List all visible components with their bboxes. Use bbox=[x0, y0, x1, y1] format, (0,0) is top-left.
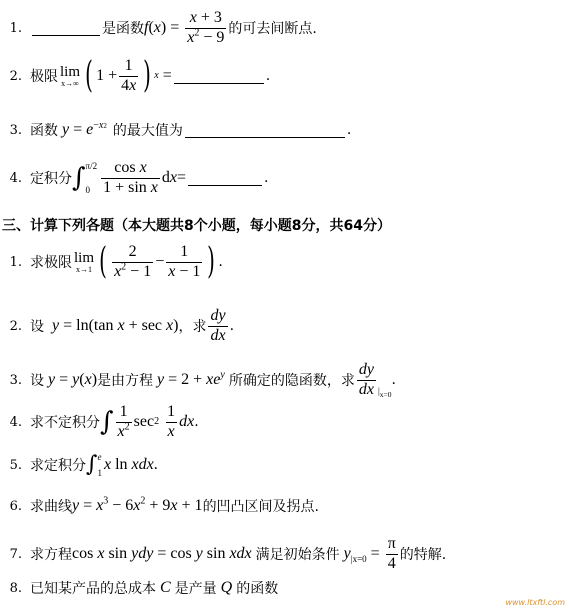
question-text: 设 bbox=[30, 319, 44, 336]
question-number: 3. bbox=[9, 372, 22, 388]
math-expression: $\frac{dy}{dx}$ bbox=[210, 307, 226, 344]
math-expression: $\frac{dy}{dx}$ $_{|_{x=0}}$ bbox=[358, 361, 392, 399]
answer-blank bbox=[188, 171, 262, 186]
math-expression: $y = e^{-x2}$ bbox=[62, 119, 107, 138]
question-number: 2. bbox=[9, 318, 22, 334]
question-text: . bbox=[391, 372, 396, 389]
question-text: 函数 bbox=[30, 123, 58, 139]
question-text: ，求 bbox=[178, 319, 207, 336]
question-number: 6. bbox=[9, 498, 22, 514]
question-text: 定积分 bbox=[30, 171, 72, 188]
problem-3 bbox=[8, 362, 396, 399]
question-number: 2. bbox=[9, 68, 22, 84]
question-2 bbox=[8, 55, 271, 97]
question-number: 5. bbox=[9, 457, 22, 473]
math-expression: f(x) = $\frac{x + 3}{x^2 - 9}$ bbox=[144, 9, 225, 46]
question-text: 已知某产品的总成本 bbox=[30, 581, 156, 597]
math-expression: $y = 2 + xe^y$ bbox=[157, 370, 225, 389]
question-number: 8. bbox=[9, 580, 22, 596]
watermark: www.ltxftl.com bbox=[505, 598, 565, 607]
problem-7 bbox=[8, 536, 446, 573]
question-text: . bbox=[194, 414, 199, 431]
question-text: 求曲线 bbox=[30, 499, 72, 515]
math-expression: ∫ π/2 0 $\frac{\text{cos x}}{\text{1 + sin x}}$ d x = bbox=[72, 159, 187, 196]
question-text: 极限 bbox=[30, 69, 58, 86]
question-text: 的最大值为 bbox=[112, 123, 183, 139]
math-expression: cos x sin ydy = cos y sin xdx bbox=[72, 545, 252, 563]
answer-blank bbox=[174, 69, 264, 84]
question-1 bbox=[8, 10, 317, 47]
question-number: 3. bbox=[9, 122, 22, 138]
question-text: 是产量 bbox=[174, 581, 217, 597]
math-expression: y = y(x) bbox=[48, 371, 98, 389]
question-number: 4. bbox=[9, 170, 22, 186]
math-expression: ∫ e 1 x ln xdx . bbox=[86, 452, 158, 478]
question-number: 7. bbox=[9, 546, 22, 562]
math-variable: Q bbox=[216, 579, 237, 596]
question-text: 求不定积分 bbox=[30, 415, 100, 432]
answer-blank bbox=[185, 123, 345, 138]
math-expression: lim x→1 ( $\frac{2}{x^2 - 1}$ − $\frac{1}{x - 1}$ ) bbox=[74, 241, 216, 283]
problem-6 bbox=[8, 496, 319, 516]
math-expression: ∫ $\frac{1}{x^2}$ sec 2 $\frac{1}{x}$ dx bbox=[100, 403, 195, 440]
problem-2 bbox=[8, 308, 234, 345]
problem-1 bbox=[8, 241, 223, 283]
question-text: 设 bbox=[30, 373, 44, 390]
question-text: . bbox=[218, 254, 223, 271]
math-expression: lim x→∞ ( 1 + $\frac{1}{4x}$ ) x = bbox=[60, 55, 172, 97]
problem-5 bbox=[8, 452, 158, 478]
math-variable: C bbox=[156, 579, 175, 596]
question-number: 1. bbox=[9, 254, 22, 270]
math-expression: y = ln(tan x + sec x) bbox=[52, 317, 179, 335]
question-text: 求定积分 bbox=[30, 458, 86, 474]
question-text: . bbox=[265, 68, 271, 85]
question-text: 的可去间断点. bbox=[228, 21, 317, 38]
question-text: 是由方程 bbox=[97, 373, 154, 390]
question-4 bbox=[8, 160, 269, 197]
question-text: 是函数 bbox=[102, 21, 144, 38]
problem-8 bbox=[8, 578, 278, 598]
question-text: . bbox=[346, 122, 352, 138]
question-text: 所确定的隐函数，求 bbox=[228, 373, 355, 390]
question-3 bbox=[8, 120, 351, 140]
question-number: 1. bbox=[9, 20, 22, 36]
question-text: 求极限 bbox=[30, 255, 72, 272]
question-text: 满足初始条件 bbox=[255, 547, 340, 564]
question-text: . bbox=[229, 318, 235, 335]
math-expression: $y = x^3 - 6x^2 + 9x + 1$ bbox=[72, 495, 203, 514]
answer-blank bbox=[32, 21, 100, 36]
question-text: 的特解. bbox=[399, 547, 447, 564]
question-number: 4. bbox=[9, 414, 22, 430]
question-text: 的凹凸区间及拐点. bbox=[202, 499, 320, 515]
question-text: 求方程 bbox=[30, 547, 72, 564]
question-text: . bbox=[264, 170, 269, 187]
question-text: 的函数 bbox=[236, 581, 279, 597]
section-title: 三、计算下列各题（本大题共8个小题，每小题8分，共64分） bbox=[2, 218, 391, 234]
math-expression: $y_{|x=0}$ = $\frac{\pi}{4}$ bbox=[343, 535, 396, 572]
problem-4 bbox=[8, 404, 199, 441]
